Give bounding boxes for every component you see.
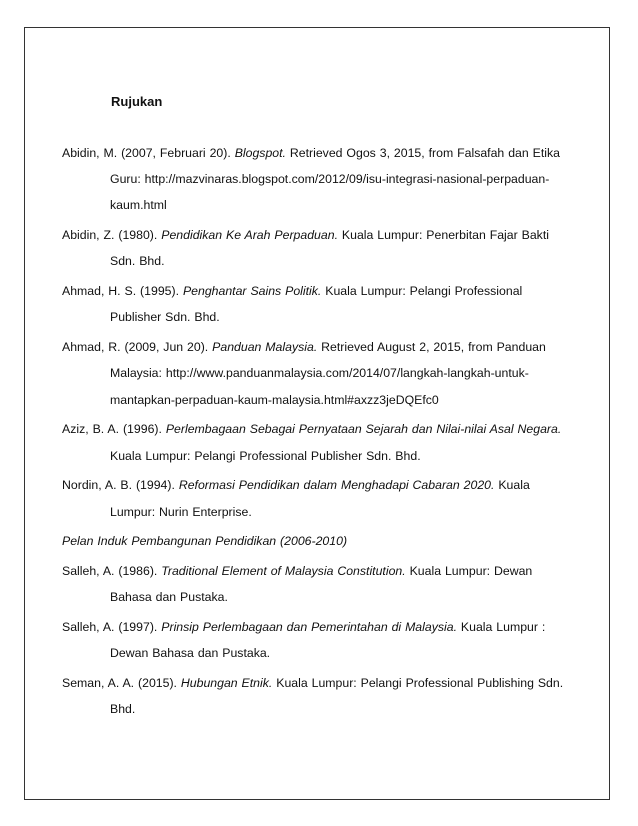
reference-item [62,472,570,524]
reference-publication: Kuala Lumpur: Pelangi Professional Publishing Sdn. Bhd. [110,676,564,717]
reference-title: Penghantar Sains Politik. [182,284,322,299]
reference-item [62,558,570,610]
reference-author-year: Ahmad, H. S. (1995). [62,284,183,299]
reference-author-year: Ahmad, R. (2009, Jun 20). [62,340,213,355]
reference-publication: Kuala Lumpur: Dewan Bahasa dan Pustaka. [110,564,533,605]
reference-item [62,140,570,219]
reference-publication: Kuala Lumpur: Nurin Enterprise. [110,478,530,519]
reference-item [62,222,570,274]
reference-author-year: Abidin, M. (2007, Februari 20). [62,146,235,160]
reference-author-year: Aziz, B. A. (1996). [62,422,166,437]
reference-title: Prinsip Perlembagaan dan Pemerintahan di Malaysia. [161,620,458,635]
reference-author-year: Abidin, Z. (1980). [62,228,162,243]
reference-list [62,140,570,726]
reference-publication: Kuala Lumpur: Pelangi Professional Publisher Sdn. Bhd. [110,448,421,463]
reference-publication: Kuala Lumpur: Penerbitan Fajar Bakti Sdn. Bhd. [110,228,549,269]
reference-author-year: Nordin, A. B. (1994). [62,478,179,493]
reference-item [62,614,570,666]
reference-item [62,278,570,330]
reference-publication: Kuala Lumpur: Pelangi Professional Publisher Sdn. Bhd. [110,284,523,325]
reference-title: Blogspot. [234,146,286,160]
reference-title: Traditional Element of Malaysia Constitution. [161,564,406,579]
reference-item [62,334,570,413]
reference-title: Hubungan Etnik. [180,676,273,691]
reference-item [62,670,570,722]
reference-title: Panduan Malaysia. [212,340,318,355]
reference-item [62,416,570,468]
reference-author-year: Salleh, A. (1986). [62,564,162,579]
page-heading: Rujukan [111,94,163,109]
reference-publication: Retrieved August 2, 2015, from Panduan Malaysia: http://www.panduanmalaysia.com/2014/07/langkah-langkah-untuk-mantapkan-perpaduan-kaum-malaysia.html#axzz3jeDQEfc0 [110,340,546,407]
reference-item [62,528,570,554]
reference-title: Perlembagaan Sebagai Pernyataan Sejarah dan Nilai-nilai Asal Negara. [165,422,562,437]
reference-title: Reformasi Pendidikan dalam Menghadapi Cabaran 2020. [178,478,495,493]
reference-author-year: Salleh, A. (1997). [62,620,162,635]
reference-publication: Kuala Lumpur : Dewan Bahasa dan Pustaka. [110,620,546,661]
reference-title: Pendidikan Ke Arah Perpaduan. [161,228,338,243]
reference-title: Pelan Induk Pembangunan Pendidikan (2006-2010) [62,534,348,549]
reference-publication: Retrieved Ogos 3, 2015, from Falsafah dan Etika Guru: http://mazvinaras.blogspot.com/2012/09/isu-integrasi-nasional-perpaduan-kaum.html [110,146,560,213]
reference-author-year: Seman, A. A. (2015). [62,676,181,691]
